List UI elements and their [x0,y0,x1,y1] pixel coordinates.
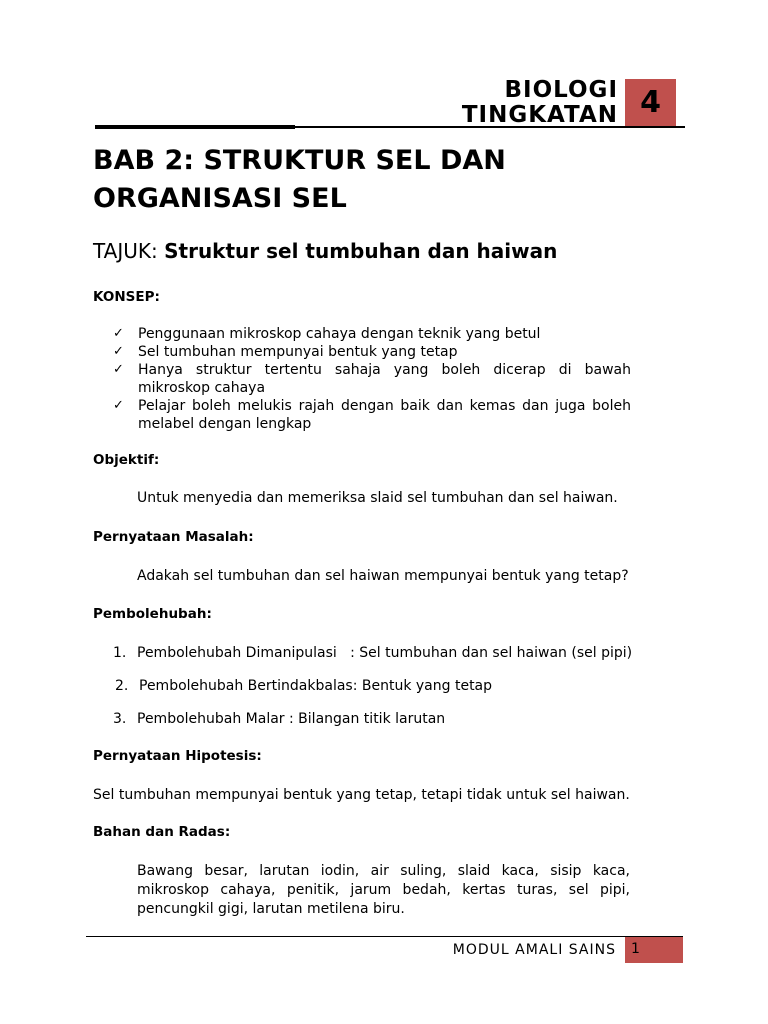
topic-title: Struktur sel tumbuhan dan haiwan [164,239,558,263]
konsep-item-text: Pelajar boleh melukis rajah dengan baik dan kemas dan juga boleh melabel dengan lengkap [138,398,631,432]
header-title [440,78,618,126]
masalah-text: Adakah sel tumbuhan dan sel haiwan mempunyai bentuk yang tetap? [137,568,629,584]
item-number: 1. [113,645,127,661]
topic-label: TAJUK: [93,239,158,263]
chapter-title-line1: BAB 2: STRUKTUR SEL DAN [93,145,506,176]
item-text: Pembolehubah Dimanipulasi : Sel tumbuhan dan sel haiwan (sel pipi) [137,645,633,661]
item-number: 2. [115,678,129,694]
list-item [113,710,445,728]
chapter-title-line2: ORGANISASI SEL [93,183,347,214]
list-item [113,325,631,343]
check-icon: ✓ [113,362,124,377]
list-item [113,343,631,361]
list-item [115,677,492,695]
form-badge: 4 [625,79,676,126]
konsep-list [113,325,631,433]
check-icon: ✓ [113,344,124,359]
item-number: 3. [113,711,127,727]
list-item [113,644,632,662]
objektif-text: Untuk menyedia dan memeriksa slaid sel tumbuhan dan sel haiwan. [137,490,618,506]
footer-divider [86,936,683,937]
list-item [113,397,631,433]
footer-label: MODUL AMALI SAINS [452,942,616,958]
hipotesis-heading: Pernyataan Hipotesis: [93,748,262,764]
konsep-item-text: Sel tumbuhan mempunyai bentuk yang tetap [138,344,458,360]
pembolehubah-heading: Pembolehubah: [93,606,212,622]
konsep-item-text: Penggunaan mikroskop cahaya dengan teknik yang betul [138,326,541,342]
objektif-heading: Objektif: [93,452,160,468]
bahan-heading: Bahan dan Radas: [93,824,231,840]
page-number: 1 [625,937,683,963]
header-divider-accent [95,125,295,129]
masalah-heading: Pernyataan Masalah: [93,529,254,545]
item-text: Pembolehubah Bertindakbalas: Bentuk yang tetap [139,678,493,694]
list-item [113,361,631,397]
bahan-text: Bawang besar, larutan iodin, air suling, slaid kaca, sisip kaca, mikroskop cahaya, penitik, jarum bedah, kertas turas, sel pipi, pencungkil gigi, larutan metilena biru. [137,863,630,917]
header-title-line1: BIOLOGI [504,78,618,103]
topic-heading [93,238,693,264]
chapter-title [93,142,653,218]
header-title-line2: TINGKATAN [461,102,618,126]
check-icon: ✓ [113,326,124,341]
hipotesis-text: Sel tumbuhan mempunyai bentuk yang tetap, tetapi tidak untuk sel haiwan. [93,787,630,803]
konsep-heading: KONSEP: [93,289,160,305]
konsep-item-text: Hanya struktur tertentu sahaja yang boleh dicerap di bawah mikroskop cahaya [138,362,631,396]
check-icon: ✓ [113,398,124,413]
item-text: Pembolehubah Malar : Bilangan titik larutan [137,711,446,727]
